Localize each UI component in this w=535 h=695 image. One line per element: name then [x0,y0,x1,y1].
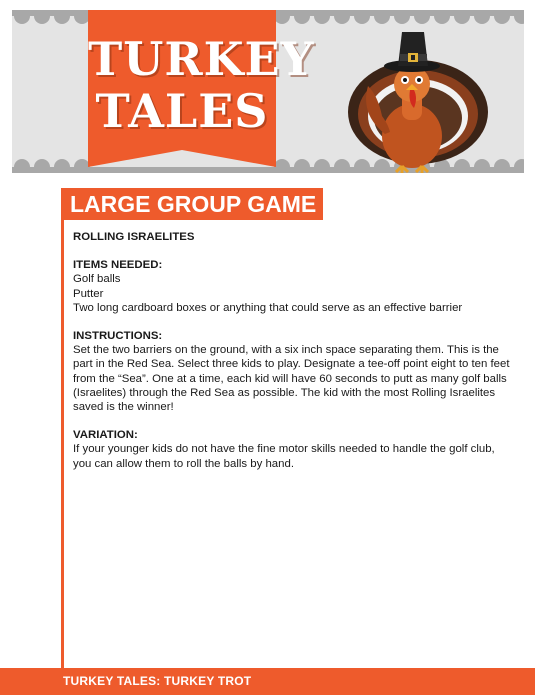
title-line-2: TALES [95,84,269,138]
footer-bar [0,668,535,695]
list-item: Golf balls [73,273,121,286]
title-line-1: TURKEY [88,32,315,86]
title-ribbon [88,10,315,167]
items-heading: ITEMS NEEDED: [73,259,163,272]
game-content [73,230,513,471]
section-heading: LARGE GROUP GAME [61,188,323,220]
game-title: ROLLING ISRAELITES [73,231,195,243]
list-item: Two long cardboard boxes or anything that could serve as an effective barrier [73,301,463,314]
variation-heading: VARIATION: [73,429,138,442]
pilgrim-turkey-illustration [330,24,500,173]
list-item: Putter [73,287,104,300]
pilgrim-hat [384,32,440,72]
header-banner [12,10,524,173]
instructions-text: Set the two barriers on the ground, with a six inch space separating them. This is the part in the Red Sea. Select three kids to play. Designate a tee-off point eight to ten feet from the “Sea”. One at a time, each kid will have 60 seconds to putt as many golf balls (Israelites) through the Red Sea as possible. The kid with the most Rolling Israelites saved is the winner! [73,344,510,414]
accent-line [61,188,64,668]
instructions-heading: INSTRUCTIONS: [73,330,163,343]
footer-text: TURKEY TALES: TURKEY TROT [63,674,252,688]
variation-text: If your younger kids do not have the fine motor skills needed to handle the golf club, you can allow them to roll the balls by hand. [73,443,495,470]
